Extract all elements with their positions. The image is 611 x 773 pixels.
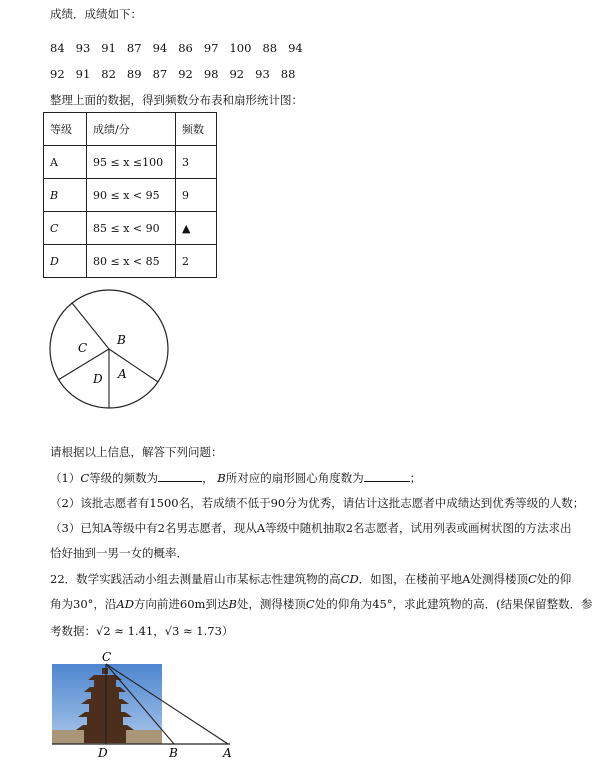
score: 92 — [229, 67, 245, 81]
table-row — [44, 212, 217, 245]
cell-freq: 3 — [176, 146, 217, 179]
pie-label-c: C — [78, 341, 88, 355]
cell-grade: A — [44, 146, 87, 179]
pie-chart — [40, 285, 180, 415]
p22-cd: CD — [340, 572, 359, 586]
cell-grade: D — [44, 245, 87, 278]
scores-row-1 — [50, 41, 314, 55]
score: 89 — [126, 67, 142, 81]
table-row — [44, 146, 217, 179]
problem-22-line3 — [50, 623, 233, 639]
score: 93 — [75, 41, 91, 55]
table-header-row — [44, 113, 217, 146]
frequency-table — [43, 112, 217, 278]
score: 86 — [178, 41, 193, 55]
fig-label-b: B — [169, 746, 178, 760]
pie-divider — [109, 349, 158, 382]
cell-range: 85 ≤ x < 90 — [87, 212, 176, 245]
problem-22-line2 — [50, 596, 593, 612]
q1-comma: ， — [202, 471, 214, 485]
table-row — [44, 179, 217, 212]
score: 91 — [75, 67, 91, 81]
score: 92 — [178, 67, 193, 81]
q1-text-2: 所对应的扇形圆心角度数为 — [225, 471, 364, 485]
p22-text: 处的仰角为45°，求此建筑物的高．(结果保留整数．参 — [314, 597, 593, 611]
score: 100 — [229, 41, 252, 55]
p22-text: 考数据： — [50, 624, 96, 638]
cell-range: 80 ≤ x < 85 — [87, 245, 176, 278]
cell-freq: 9 — [176, 179, 217, 212]
table-row — [44, 245, 217, 278]
p22-text: ， — [153, 624, 165, 638]
cell-grade: C — [44, 212, 87, 245]
answer-blank — [158, 471, 202, 482]
score: 98 — [203, 67, 219, 81]
problem-22 — [50, 571, 571, 587]
score: 94 — [288, 41, 303, 55]
score: 94 — [152, 41, 168, 55]
prompt-text: 请根据以上信息，解答下列问题： — [50, 445, 223, 459]
header-score: 成绩/分 — [87, 113, 176, 146]
pie-label-b: B — [117, 333, 126, 347]
p22-c: C — [305, 597, 315, 611]
table-caption: 整理上面的数据，得到频数分布表和扇形统计图： — [50, 93, 303, 107]
p22-sqrt2: √2 ≈ 1.41 — [96, 624, 154, 638]
score: 92 — [50, 67, 65, 81]
p22-text: 22．数学实践活动小组去测量眉山市某标志性建筑物的高 — [50, 572, 341, 586]
q1-end: ； — [409, 471, 422, 485]
question-2: （2）该批志愿者有1500名，若成绩不低于90分为优秀，请估计这批志愿者中成绩达到优秀等级的人数； — [50, 496, 585, 510]
fig-label-c: C — [102, 650, 112, 664]
p22-sqrt3: √3 ≈ 1.73 — [164, 624, 222, 638]
scores-row-2 — [50, 67, 306, 81]
cell-range: 95 ≤ x ≤100 — [87, 146, 176, 179]
score: 84 — [50, 41, 65, 55]
answer-blank — [364, 471, 410, 482]
question-3: （3）已知A等级中有2名男志愿者，现从A等级中随机抽取2名志愿者，试用列表或画树状图的方法求出 — [50, 521, 572, 535]
p22-text: 处的仰 — [536, 572, 572, 586]
q1-num: （1） — [50, 471, 81, 485]
q1-text: 等级的频数为 — [89, 471, 159, 485]
score: 87 — [152, 67, 168, 81]
cell-freq: 2 — [176, 245, 217, 278]
p22-b: B — [228, 597, 237, 611]
p22-text: 方向前进60m到达 — [133, 597, 229, 611]
cell-range: 90 ≤ x < 95 — [87, 179, 176, 212]
score: 88 — [280, 67, 296, 81]
intro-text: 成绩．成绩如下： — [50, 7, 142, 21]
pie-label-d: D — [93, 372, 103, 386]
pie-label-a: A — [118, 367, 127, 381]
score: 97 — [203, 41, 219, 55]
header-freq: 频数 — [176, 113, 217, 146]
question-3-cont: 恰好抽到一男一女的概率． — [50, 546, 188, 560]
p22-text: 处，测得楼顶 — [236, 597, 306, 611]
cell-freq: ▲ — [176, 212, 217, 245]
p22-text: ） — [221, 624, 234, 638]
q1-c: C — [80, 471, 90, 485]
score: 82 — [101, 67, 116, 81]
score: 88 — [262, 41, 278, 55]
cell-grade: B — [44, 179, 87, 212]
fig-label-d: D — [98, 746, 108, 760]
building-figure — [50, 650, 250, 762]
score: 93 — [255, 67, 270, 81]
q1-b: B — [217, 471, 226, 485]
score: 87 — [126, 41, 142, 55]
p22-text: ．如图，在楼前平地A处测得楼顶 — [358, 572, 528, 586]
p22-text: 角为30°，沿 — [50, 597, 117, 611]
score: 91 — [101, 41, 116, 55]
header-grade: 等级 — [44, 113, 87, 146]
p22-ad: AD — [116, 597, 134, 611]
p22-c: C — [527, 572, 537, 586]
fig-label-a: A — [223, 746, 232, 760]
question-1 — [50, 470, 421, 486]
